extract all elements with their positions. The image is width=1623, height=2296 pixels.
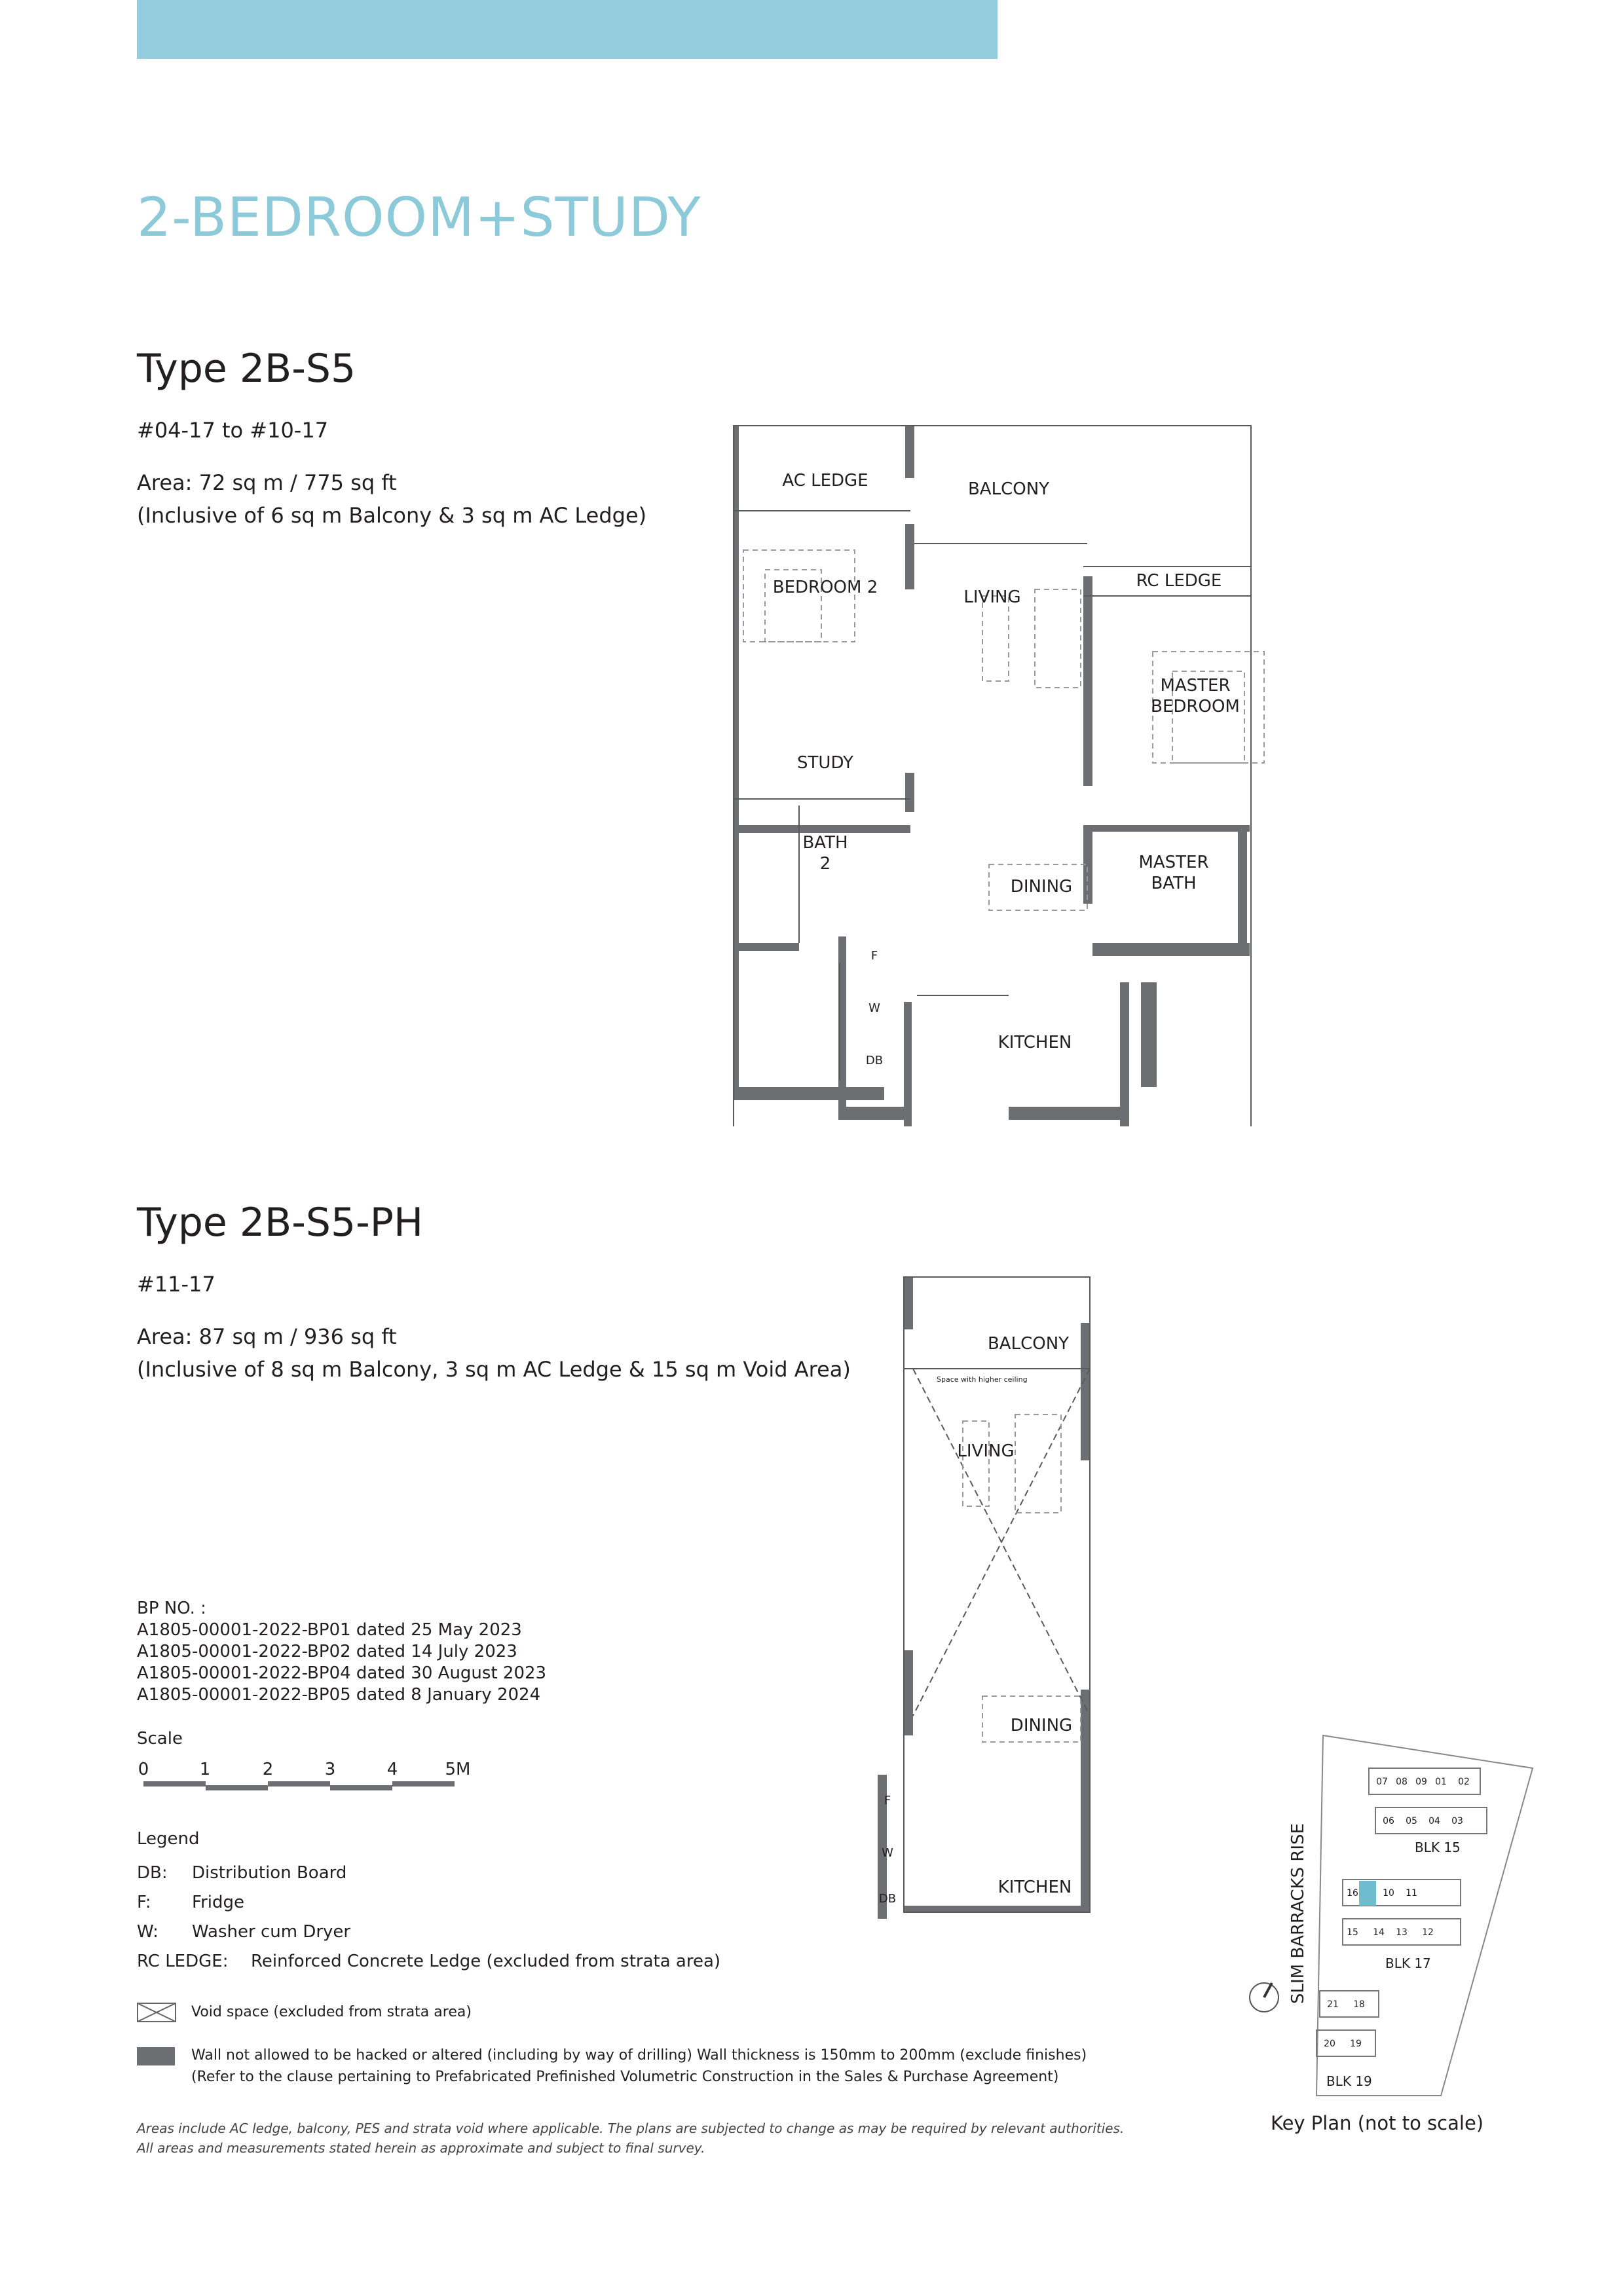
legend-title: Legend [137,1829,200,1849]
wall-symbol-icon [137,2047,175,2065]
bp-numbers [137,1598,546,1706]
disclaimer-line: All areas and measurements stated herein as approximate and subject to final survey. [137,2140,705,2156]
bp-label: BP NO. : [137,1599,206,1618]
scale-bar [137,1758,477,1797]
unit-area-note: (Inclusive of 6 sq m Balcony & 3 sq m AC Ledge) [137,503,647,528]
structural-walls [734,426,1250,1126]
unit-number: 18 [1353,1999,1365,2010]
floor-plan-2b-s5-ph [851,1270,1192,1952]
room-label-bath: BATH [802,833,848,853]
legend-abbr: W: [137,1922,159,1942]
legend-abbr: DB: [137,1863,168,1883]
room-label-kitchen: KITCHEN [998,1878,1072,1897]
unit-number: 21 [1327,1999,1339,2010]
scale-tick-label: 2 [262,1760,274,1779]
scale-tick-label: 5M [445,1760,471,1779]
unit-number: 20 [1324,2039,1335,2049]
disclaimer-line: Areas include AC ledge, balcony, PES and strata void where applicable. The plans are subjected to change as may be required by relevant authorities. [137,2120,1125,2136]
legend-desc: Reinforced Concrete Ledge (excluded from strata area) [251,1952,721,1971]
room-label-bath-2: 2 [819,854,831,874]
room-label-bedroom-2: BEDROOM 2 [772,578,878,597]
room-label-master-bath-2: BATH [1151,874,1197,893]
bp-line: A1805-00001-2022-BP01 dated 25 May 2023 [137,1620,522,1640]
legend-abbr: RC LEDGE: [137,1952,229,1971]
unit-number: 16 [1347,1888,1358,1898]
room-label-master-bedroom-2: BEDROOM [1151,697,1240,716]
room-label-master-bath: MASTER [1138,853,1209,872]
unit-area: Area: 72 sq m / 775 sq ft [137,470,397,495]
unit-info-ph [137,1268,851,1386]
room-label-kitchen: KITCHEN [998,1033,1072,1052]
unit-number: 09 [1415,1777,1427,1787]
unit-numbers: #11-17 [137,1272,215,1297]
unit-number: 02 [1458,1777,1470,1787]
highlighted-unit [1359,1881,1376,1906]
wall-legend-line: Wall not allowed to be hacked or altered (including by way of drilling) Wall thickness is 150mm to 200mm (exclude finishes) [191,2047,1087,2064]
room-label-balcony: BALCONY [987,1334,1070,1354]
room-label-rc-ledge: RC LEDGE [1136,571,1222,591]
disclaimer-notes [137,2119,1124,2158]
unit-number: 19 [1350,2039,1362,2049]
structural-walls [878,1277,1090,1919]
scale-tick-label: 4 [386,1760,398,1779]
block-label: BLK 17 [1385,1955,1431,1971]
unit-number: 05 [1406,1816,1417,1826]
unit-number: 10 [1383,1888,1394,1898]
room-label-ceiling-note: Space with higher ceiling [937,1375,1028,1384]
unit-number: 07 [1376,1777,1388,1787]
label-db: DB [865,1054,884,1067]
page-title: 2-BEDROOM+STUDY [137,187,701,249]
scale-tick-label: 1 [199,1760,211,1779]
room-label-balcony: BALCONY [967,479,1050,499]
room-labels [879,1334,1072,1906]
site-boundary [1316,1735,1533,2096]
unit-number: 01 [1435,1777,1447,1787]
furniture-outlines [963,1415,1081,1742]
wall-legend-text [191,2045,1087,2088]
floor-plan-2b-s5 [720,419,1284,1126]
unit-type-title-ph: Type 2B-S5-PH [137,1200,424,1246]
unit-number: 11 [1406,1888,1417,1898]
legend-desc: Distribution Board [192,1863,347,1883]
label-fridge: F [884,1794,891,1807]
unit-number: 03 [1451,1816,1463,1826]
room-label-living: LIVING [963,587,1021,607]
block-outlines [1316,1768,1487,2056]
unit-numbers [1324,1777,1470,2049]
header-accent-bar [137,0,998,59]
unit-area-note: (Inclusive of 8 sq m Balcony, 3 sq m AC Ledge & 15 sq m Void Area) [137,1357,851,1382]
key-plan [1244,1729,1559,2102]
unit-number: 06 [1383,1816,1394,1826]
room-label-ac-ledge: AC LEDGE [782,471,868,491]
room-label-dining: DINING [1010,1716,1073,1735]
room-label-living: LIVING [957,1441,1015,1461]
unit-numbers: #04-17 to #10-17 [137,418,329,443]
unit-info [137,414,646,532]
label-washer: W [868,1001,880,1015]
block-label: BLK 19 [1326,2073,1372,2089]
label-db: DB [878,1892,897,1906]
walls-outline [734,426,1251,1126]
wall-legend-line: (Refer to the clause pertaining to Prefabricated Prefinished Volumetric Construction in the Sales & Purchase Agreement) [191,2069,1059,2085]
legend-desc: Fridge [192,1893,244,1912]
scale-label: Scale [137,1729,183,1749]
room-label-dining: DINING [1010,877,1073,897]
room-label-master-bedroom: MASTER [1160,676,1231,695]
scale-tick-label: 3 [324,1760,336,1779]
unit-area: Area: 87 sq m / 936 sq ft [137,1324,397,1349]
label-washer: W [882,1846,893,1860]
walls-outline [904,1277,1090,1912]
block-label: BLK 15 [1415,1840,1461,1855]
bp-line: A1805-00001-2022-BP05 dated 8 January 2024 [137,1685,541,1705]
unit-number: 13 [1396,1927,1408,1938]
key-plan-label: Key Plan (not to scale) [1271,2112,1484,2134]
unit-number: 04 [1428,1816,1440,1826]
legend-desc: Washer cum Dryer [192,1922,351,1942]
void-legend-text: Void space (excluded from strata area) [191,2004,472,2020]
unit-type-title: Type 2B-S5 [137,346,356,392]
scale-tick-label: 0 [138,1760,149,1779]
unit-number: 15 [1347,1927,1358,1938]
unit-number: 14 [1373,1927,1385,1938]
unit-number: 12 [1422,1927,1434,1938]
label-fridge: F [870,949,878,963]
unit-number: 08 [1396,1777,1408,1787]
void-symbol-icon [137,2003,176,2022]
bp-line: A1805-00001-2022-BP04 dated 30 August 2023 [137,1663,547,1683]
legend-abbr: F: [137,1893,151,1912]
bp-line: A1805-00001-2022-BP02 dated 14 July 2023 [137,1642,517,1661]
road-label: SLIM BARRACKS RISE [1288,1823,1308,2004]
room-label-study: STUDY [797,753,853,773]
north-arrow-icon [1250,1983,1278,2012]
